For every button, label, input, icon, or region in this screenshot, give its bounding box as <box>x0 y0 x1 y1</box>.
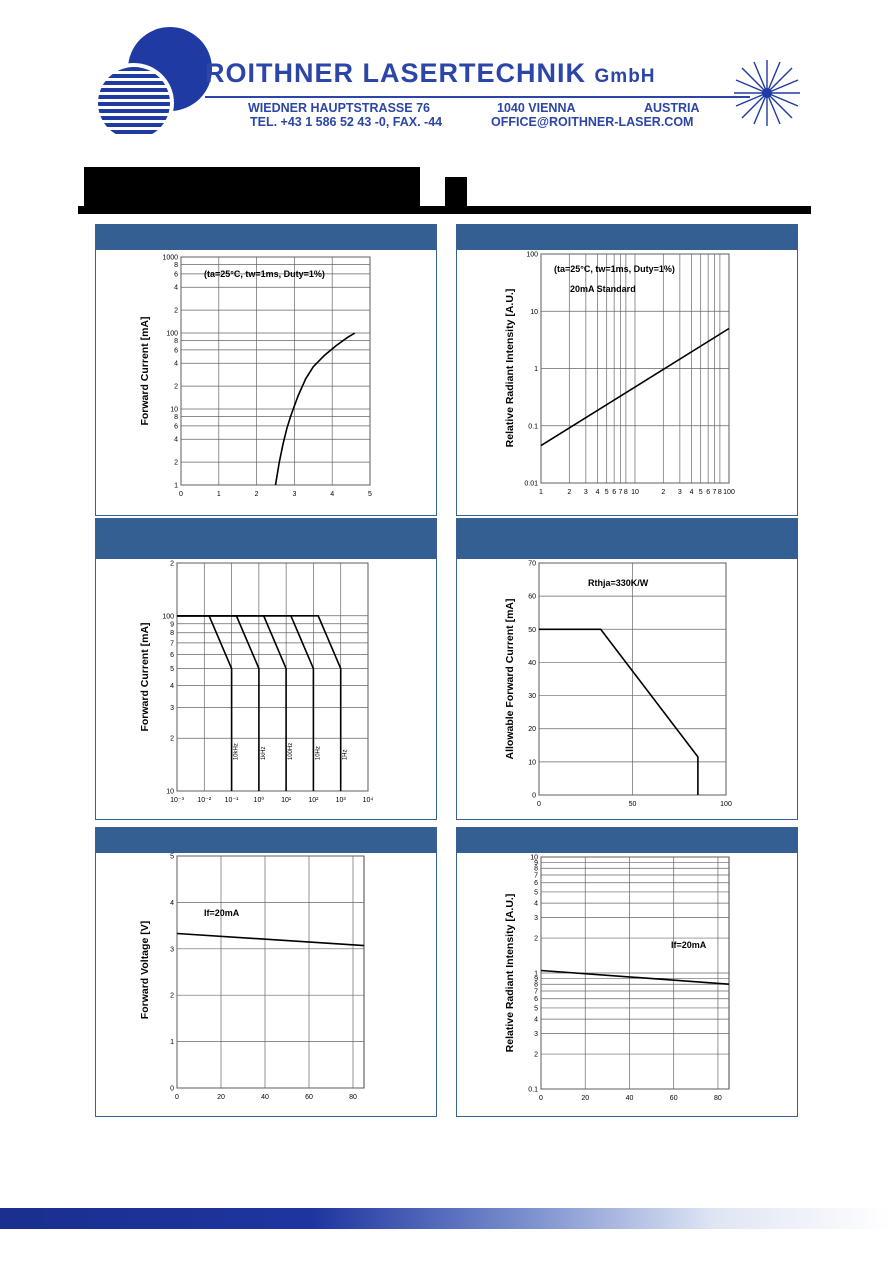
plot-area <box>177 856 364 1088</box>
y-tick-label: 5 <box>170 853 174 861</box>
y-tick-label: 100 <box>162 613 174 621</box>
x-tick-label: 3 <box>583 489 588 496</box>
x-tick-label: 2 <box>254 491 259 498</box>
x-tick-label: 7 <box>712 489 717 496</box>
y-tick-label: 8 <box>534 981 538 989</box>
y-tick-label: 6 <box>174 271 178 279</box>
x-tick-label: 10⁰ <box>253 797 265 804</box>
y-tick-label: 9 <box>534 975 538 983</box>
y-tick-label: 40 <box>528 659 536 667</box>
x-tick-label: 10⁻³ <box>170 797 184 804</box>
title-tab-marker <box>445 177 467 206</box>
panel-duty-cycle <box>95 518 437 820</box>
x-tick-label: 10⁴ <box>362 797 374 804</box>
y-tick-label: 8 <box>534 865 538 873</box>
y-tick-label: 10 <box>528 759 536 767</box>
x-tick-label: 60 <box>305 1094 313 1101</box>
x-tick-label: 0 <box>179 491 183 498</box>
y-tick-label: 0.1 <box>528 1086 538 1094</box>
y-tick-label: 5 <box>534 889 538 897</box>
y-tick-label: 3 <box>170 946 174 954</box>
x-tick-label: 20 <box>217 1094 225 1101</box>
y-tick-label: 4 <box>174 436 178 444</box>
title-bar <box>84 167 420 206</box>
x-tick-label: 3 <box>292 491 297 498</box>
y-axis-label: Forward Voltage [V] <box>139 920 151 1020</box>
y-tick-label: 4 <box>534 900 538 908</box>
chart-annotation: If=20mA <box>204 908 240 918</box>
x-tick-label: 5 <box>604 489 609 496</box>
chart-annotation: (ta=25°C, tw=1ms, Duty=1%) <box>204 269 325 279</box>
y-tick-label: 20 <box>528 726 536 734</box>
y-tick-label: 2 <box>534 1051 538 1059</box>
y-tick-label: 30 <box>528 693 536 701</box>
laser-burst-icon <box>732 58 802 128</box>
x-tick-label: 1 <box>539 489 543 496</box>
plot-area <box>177 563 368 791</box>
x-tick-label: 60 <box>669 1095 678 1102</box>
y-tick-label: 1 <box>170 1039 174 1047</box>
x-tick-label: 4 <box>330 491 335 498</box>
x-tick-label: 10⁻² <box>197 797 212 804</box>
plot-area <box>181 257 370 485</box>
chart-intensity-vs-temperature <box>457 828 799 1118</box>
y-tick-label: 2 <box>170 560 174 568</box>
header-underline <box>205 96 750 98</box>
x-tick-label: 6 <box>706 489 711 496</box>
y-tick-label: 10 <box>170 406 178 414</box>
y-tick-label: 8 <box>174 261 178 269</box>
y-tick-label: 3 <box>534 1031 538 1039</box>
x-tick-label: 8 <box>717 489 722 496</box>
section-rule <box>78 206 811 214</box>
y-tick-label: 1000 <box>162 254 178 262</box>
chart-intensity-vs-current <box>457 225 799 517</box>
x-tick-label: 7 <box>618 489 623 496</box>
chart-annotation: If=20mA <box>671 940 707 950</box>
y-tick-label: 3 <box>534 915 538 923</box>
company-name: ROITHNER LASERTECHNIK GmbH <box>205 58 656 88</box>
x-tick-label: 0 <box>175 1094 179 1101</box>
y-tick-label: 6 <box>174 423 178 431</box>
y-tick-label: 8 <box>170 630 174 638</box>
chart-derating <box>457 519 799 821</box>
y-tick-label: 6 <box>174 347 178 355</box>
footer-gradient-bar <box>0 1208 892 1229</box>
x-tick-label: 5 <box>698 489 703 496</box>
y-tick-label: 2 <box>174 307 178 315</box>
x-tick-label: 5 <box>368 491 372 498</box>
y-tick-label: 3 <box>170 704 174 712</box>
y-tick-label: 0.01 <box>524 480 538 488</box>
series-label: 10kHz <box>233 743 240 761</box>
series-label: 1kHz <box>260 746 267 761</box>
x-tick-label: 4 <box>595 489 600 496</box>
y-tick-label: 5 <box>534 1005 538 1013</box>
phone-fax: TEL. +43 1 586 52 43 -0, FAX. -44 <box>250 115 443 129</box>
y-tick-label: 1 <box>534 970 538 978</box>
y-tick-label: 9 <box>170 621 174 629</box>
x-tick-label: 20 <box>581 1095 590 1102</box>
x-tick-label: 3 <box>677 489 682 496</box>
y-tick-label: 7 <box>534 988 538 996</box>
series-label: 1Hz <box>342 749 349 761</box>
y-axis-label: Forward Current [mA] <box>139 622 151 732</box>
y-tick-label: 10 <box>166 788 174 796</box>
y-tick-label: 5 <box>170 666 174 674</box>
company-logo <box>88 25 218 150</box>
y-tick-label: 10 <box>530 854 538 862</box>
y-axis-label: Forward Current [mA] <box>139 316 151 426</box>
y-tick-label: 10 <box>530 308 538 316</box>
series-label: 100Hz <box>288 742 295 761</box>
chart-duty-cycle <box>96 519 438 821</box>
chart-annotation: Rthja=330K/W <box>588 578 649 588</box>
x-tick-label: 50 <box>628 801 637 808</box>
x-tick-label: 1 <box>216 491 221 498</box>
street-address: WIEDNER HAUPTSTRASSE 76 <box>248 101 430 115</box>
y-tick-label: 0.1 <box>528 423 538 431</box>
y-tick-label: 2 <box>174 383 178 391</box>
y-tick-label: 1 <box>174 482 178 490</box>
city: 1040 VIENNA <box>497 101 576 115</box>
y-axis-label: Relative Radiant Intensity [A.U.] <box>504 893 516 1053</box>
x-tick-label: 40 <box>625 1095 634 1102</box>
y-tick-label: 6 <box>534 996 538 1004</box>
x-tick-label: 100 <box>720 801 732 808</box>
x-tick-label: 10⁻¹ <box>224 797 239 804</box>
x-tick-label: 0 <box>539 1095 543 1102</box>
y-tick-label: 9 <box>534 859 538 867</box>
y-tick-label: 50 <box>528 626 536 634</box>
y-tick-label: 100 <box>166 330 178 338</box>
panel-voltage-vs-temperature <box>95 827 437 1117</box>
y-tick-label: 0 <box>170 1085 174 1093</box>
y-tick-label: 2 <box>170 992 174 1000</box>
x-tick-label: 4 <box>689 489 694 496</box>
x-tick-label: 2 <box>567 489 572 496</box>
y-tick-label: 7 <box>534 872 538 880</box>
x-tick-label: 80 <box>714 1095 722 1102</box>
y-tick-label: 1 <box>534 366 538 373</box>
series-label: 10Hz <box>315 746 322 761</box>
y-tick-label: 8 <box>174 337 178 345</box>
x-tick-label: 100 <box>723 489 735 496</box>
y-tick-label: 70 <box>528 560 536 568</box>
panel-intensity-vs-temperature <box>456 827 798 1117</box>
y-tick-label: 8 <box>174 413 178 421</box>
x-tick-label: 10¹ <box>281 797 292 804</box>
chart-annotation: 20mA Standard <box>570 284 636 294</box>
x-tick-label: 10³ <box>335 797 346 804</box>
y-tick-label: 4 <box>534 1016 538 1024</box>
chart-annotation: (ta=25°C, tw=1ms, Duty=1%) <box>554 264 675 274</box>
x-tick-label: 80 <box>349 1094 357 1101</box>
y-axis-label: Relative Radiant Intensity [A.U.] <box>504 288 516 448</box>
panel-intensity-vs-current <box>456 224 798 516</box>
y-tick-label: 60 <box>528 593 536 601</box>
y-tick-label: 4 <box>170 899 174 907</box>
x-tick-label: 40 <box>261 1094 269 1101</box>
country: AUSTRIA <box>644 101 700 115</box>
y-tick-label: 2 <box>170 735 174 743</box>
x-tick-label: 10² <box>308 797 319 804</box>
y-tick-label: 6 <box>170 652 174 660</box>
panel-derating <box>456 518 798 820</box>
y-tick-label: 100 <box>526 251 538 259</box>
x-tick-label: 0 <box>537 801 541 808</box>
y-tick-label: 4 <box>170 682 174 690</box>
y-tick-label: 0 <box>532 792 536 800</box>
panel-forward-current-vs-voltage <box>95 224 437 516</box>
y-tick-label: 4 <box>174 360 178 368</box>
x-tick-label: 6 <box>612 489 617 496</box>
x-tick-label: 8 <box>623 489 628 496</box>
y-tick-label: 4 <box>174 284 178 292</box>
x-tick-label: 10 <box>631 489 639 496</box>
email: OFFICE@ROITHNER-LASER.COM <box>491 115 694 129</box>
chart-voltage-vs-temperature <box>96 828 438 1118</box>
y-axis-label: Allowable Forward Current [mA] <box>504 598 516 760</box>
x-tick-label: 2 <box>661 489 666 496</box>
chart-forward-current-vs-voltage <box>96 225 438 517</box>
y-tick-label: 2 <box>534 935 538 943</box>
y-tick-label: 2 <box>174 459 178 467</box>
y-tick-label: 7 <box>170 640 174 648</box>
y-tick-label: 6 <box>534 880 538 888</box>
